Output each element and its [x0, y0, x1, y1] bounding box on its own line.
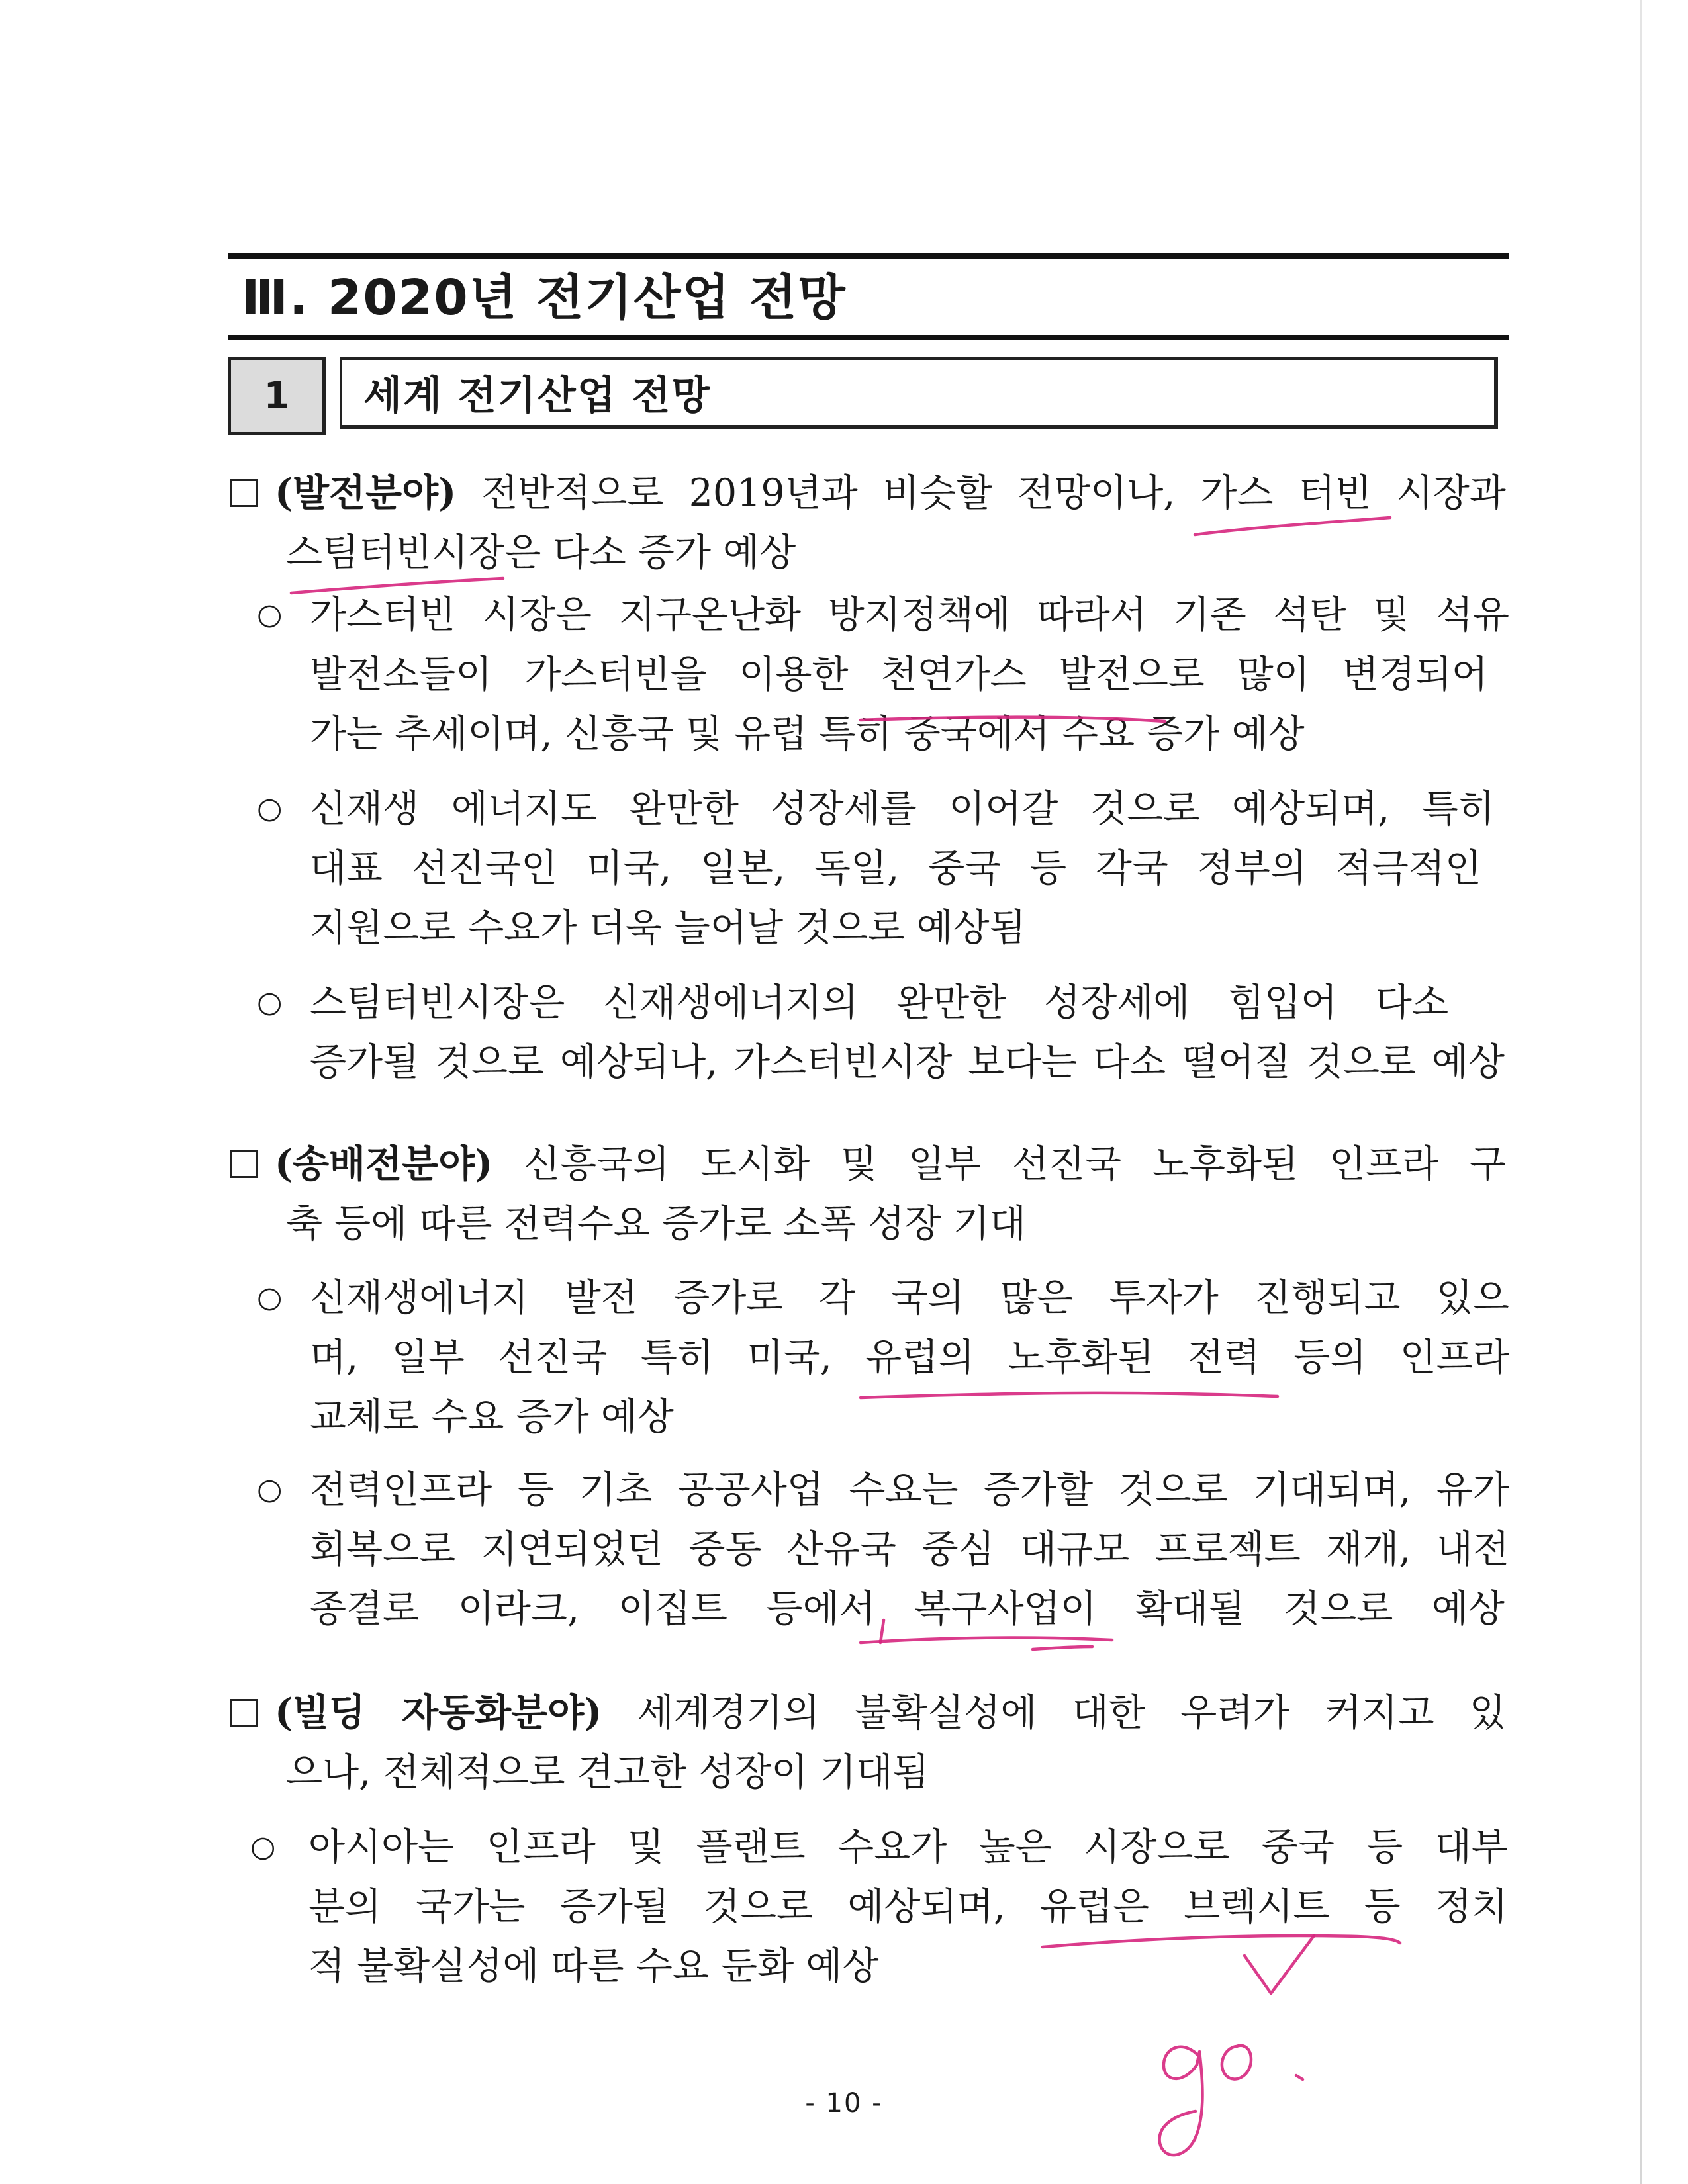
- bullet-line: 교체로 수요 증가 예상: [310, 1395, 674, 1439]
- checkbox-square-icon: [230, 479, 258, 507]
- underline-mark: [1033, 1647, 1092, 1649]
- scan-page-edge: [1640, 0, 1642, 2184]
- bullet-line: 스팀터빈시장은 신재생에너지의 완만한 성장세에 힘입어 다소: [310, 981, 1448, 1024]
- block-line: 축 등에 따른 전력수요 증가로 소폭 성장 기대: [286, 1202, 1026, 1246]
- chapter-top-rule: [228, 253, 1509, 259]
- section-title: 세계 전기산업 전망: [363, 373, 712, 419]
- bullet-line: 발전소들이 가스터빈을 이용한 천연가스 발전으로 많이 변경되어: [310, 653, 1488, 696]
- section-title-box: [340, 357, 1498, 429]
- bullet-line: 아시아는 인프라 및 플랜트 수요가 높은 시장으로 중국 등 대부: [308, 1825, 1508, 1869]
- bullet-circle-icon: ○: [257, 792, 283, 825]
- bullet-line: 신재생 에너지도 완만한 성장세를 이어갈 것으로 예상되며, 특히: [310, 787, 1495, 831]
- category-label: (빌딩 자동화분야): [275, 1690, 602, 1735]
- section-number: 1: [228, 357, 326, 435]
- bullet-line: 가는 추세이며, 신흥국 및 유럽 특히 중국에서 수요 증가 예상: [310, 712, 1305, 756]
- category-label: (송배전분야): [275, 1142, 493, 1186]
- handwritten-note-go: [1296, 2075, 1303, 2079]
- checkbox-square-icon: [230, 1150, 258, 1178]
- handwritten-note-go: [1160, 2047, 1203, 2155]
- page-number: - 10 -: [805, 2088, 883, 2118]
- bullet-circle-icon: ○: [257, 598, 283, 631]
- category-label: (발전분야): [275, 471, 457, 515]
- bullet-line: 신재생에너지 발전 증가로 각 국의 많은 투자가 진행되고 있으: [310, 1276, 1509, 1320]
- bullet-line: 종결로 이라크, 이집트 등에서 복구사업이 확대될 것으로 예상: [310, 1587, 1505, 1631]
- bullet-line: 며, 일부 선진국 특히 미국, 유럽의 노후화된 전력 등의 인프라: [310, 1336, 1509, 1379]
- bullet-circle-icon: ○: [250, 1830, 276, 1864]
- bullet-circle-icon: ○: [257, 1281, 283, 1314]
- handwritten-note-go: [1222, 2046, 1251, 2079]
- bullet-circle-icon: ○: [257, 985, 283, 1019]
- block-line: 으나, 전체적으로 견고한 성장이 기대됨: [286, 1751, 929, 1794]
- bullet-line: 증가될 것으로 예상되나, 가스터빈시장 보다는 다소 떨어질 것으로 예상: [310, 1040, 1505, 1084]
- bullet-line: 지원으로 수요가 더욱 늘어날 것으로 예상됨: [310, 906, 1026, 950]
- chapter-title: Ⅲ. 2020년 전기산업 전망: [242, 269, 847, 326]
- block-line: (송배전분야) 신흥국의 도시화 및 일부 선진국 노후화된 인프라 구: [275, 1142, 1506, 1186]
- bullet-line: 가스터빈 시장은 지구온난화 방지정책에 따라서 기존 석탄 및 석유: [310, 593, 1509, 637]
- block-line: 스팀터빈시장은 다소 증가 예상: [286, 531, 796, 574]
- bullet-line: 분의 국가는 증가될 것으로 예상되며, 유럽은 브렉시트 등 정치: [308, 1885, 1508, 1929]
- bullet-line: 전력인프라 등 기초 공공사업 수요는 증가할 것으로 기대되며, 유가: [310, 1468, 1509, 1512]
- section-header: [228, 357, 1509, 435]
- chapter-bottom-rule: [228, 335, 1509, 340]
- bullet-circle-icon: ○: [257, 1473, 283, 1506]
- block-line: (발전분야) 전반적으로 2019년과 비슷할 전망이나, 가스 터빈 시장과: [275, 471, 1506, 515]
- bullet-line: 회복으로 지연되었던 중동 산유국 중심 대규모 프로젝트 재개, 내전: [310, 1527, 1509, 1571]
- bullet-line: 대표 선진국인 미국, 일본, 독일, 중국 등 각국 정부의 적극적인: [310, 846, 1481, 890]
- checkbox-square-icon: [230, 1699, 258, 1727]
- bullet-line: 적 불확실성에 따른 수요 둔화 예상: [308, 1944, 879, 1988]
- block-line: (빌딩 자동화분야) 세계경기의 불확실성에 대한 우려가 커지고 있: [275, 1690, 1506, 1735]
